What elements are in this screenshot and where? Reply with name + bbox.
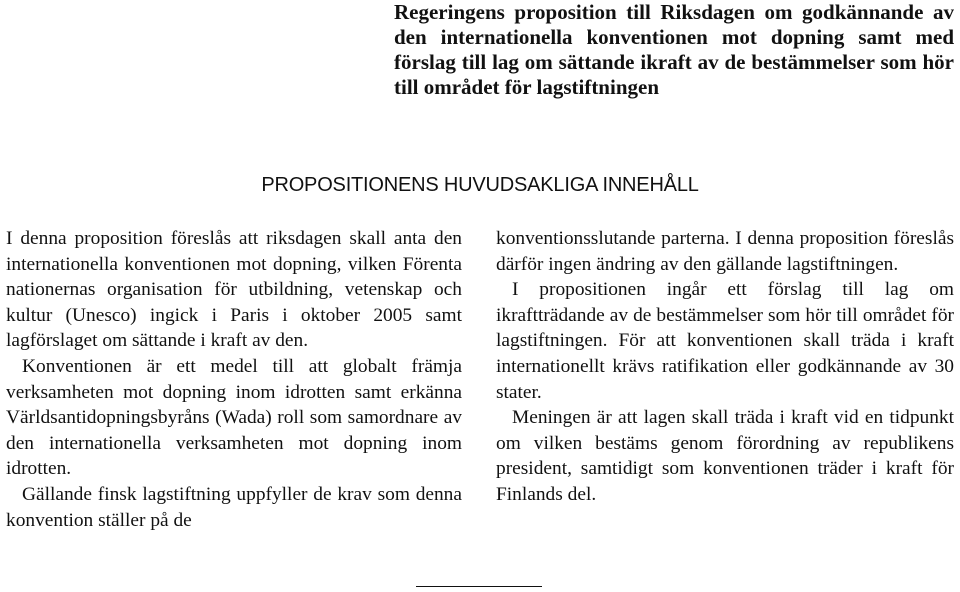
left-paragraph-3: Gällande finsk lagstiftning uppfyller de krav som denna konvention ställer på de <box>6 483 462 531</box>
document-title: Regeringens proposition till Riksdagen om godkännande av den internationella konventionen mot dopning samt med förslag till lag om sättande ikraft av de bestämmelser som hör till området för lagstiftningen <box>394 0 954 99</box>
right-column <box>496 226 954 508</box>
section-heading: PROPOSITIONENS HUVUDSAKLIGA INNEHÅLL <box>261 174 699 196</box>
left-paragraph-2: Konventionen är ett medel till att globalt främja verksamheten mot dopning inom idrotten samt erkänna Världsantidopningsbyråns (Wada) roll som samordnare av den internationella verksamheten mot dopning inom idrotten. <box>6 355 462 480</box>
right-paragraph-2: I propositionen ingår ett förslag till lag om ikraftträdande av de bestämmelser som hör till området för lagstiftningen. För att konventionen skall träda i kraft internationellt krävs ratifikation eller godkännande av 30 stater. <box>496 279 954 403</box>
left-column <box>6 226 462 533</box>
right-paragraph-1: konventionsslutande parterna. I denna proposition föreslås därför ingen ändring av den gällande lagstiftningen. <box>496 228 954 275</box>
footer-rule <box>416 586 542 587</box>
right-paragraph-3: Meningen är att lagen skall träda i kraft vid en tidpunkt om vilken bestäms genom förordning av republikens president, samtidigt som konventionen träder i kraft för Finlands del. <box>496 407 954 505</box>
left-paragraph-1: I denna proposition föreslås att riksdagen skall anta den internationella konventionen mot dopning, vilken Förenta nationernas organisation för utbildning, vetenskap och kultur (Unesco) ingick i Paris i oktober 2005 samt lagförslaget om sättande i kraft av den. <box>6 228 462 352</box>
